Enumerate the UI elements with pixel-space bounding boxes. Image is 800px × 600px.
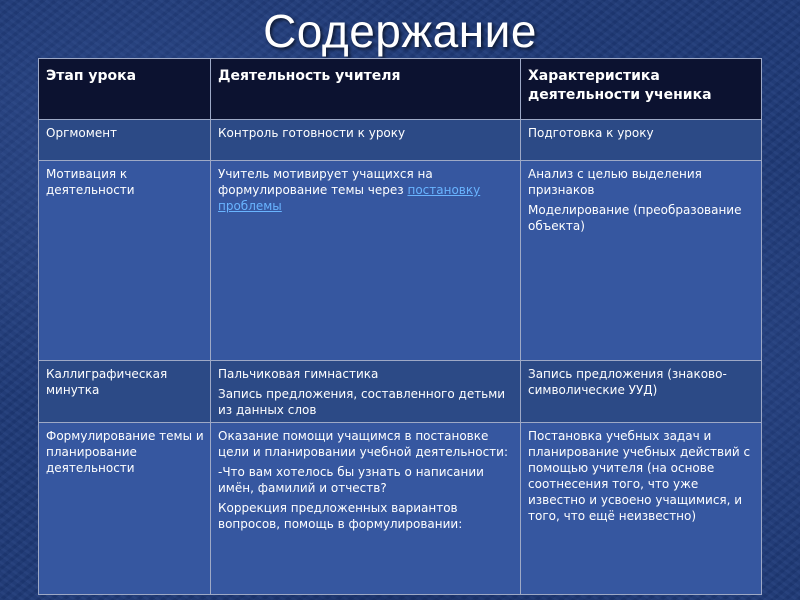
student-text: Анализ с целью выделения признаков: [528, 167, 702, 197]
teacher-text: Оказание помощи учащимся в постановке цели и планировании учебной деятельности:: [218, 429, 509, 459]
teacher-cell: [211, 161, 521, 361]
teacher-cell: [211, 361, 521, 423]
header-teacher-activity: Деятельность учителя: [211, 59, 521, 120]
stage-text: Формулирование темы и планирование деятельности: [46, 429, 204, 475]
lesson-structure-table: [38, 58, 762, 595]
stage-cell: [39, 423, 211, 595]
stage-cell: [39, 361, 211, 423]
teacher-text: Запись предложения, составленного детьми из данных слов: [218, 387, 506, 417]
stage-text: Оргмомент: [46, 126, 118, 140]
stage-text: Мотивация к деятельности: [46, 167, 135, 197]
header-student-activity: Характеристика деятельности ученика: [521, 59, 762, 120]
teacher-text: [218, 166, 514, 214]
table-row: [39, 423, 762, 595]
student-cell: [521, 423, 762, 595]
student-text: Моделирование (преобразование объекта): [528, 203, 742, 233]
teacher-cell: [211, 423, 521, 595]
teacher-text: Коррекция предложенных вариантов вопросов, помощь в формулировании:: [218, 501, 463, 531]
student-cell: [521, 361, 762, 423]
table-row: [39, 161, 762, 361]
student-text: Запись предложения (знаково-символические УУД): [528, 367, 727, 397]
student-cell: [521, 120, 762, 161]
table-row: [39, 361, 762, 423]
teacher-cell: [211, 120, 521, 161]
teacher-text-lead: Учитель мотивирует учащихся на формулирование темы через: [218, 167, 433, 197]
table-header-row: [39, 59, 762, 120]
stage-cell: [39, 120, 211, 161]
teacher-text: Пальчиковая гимнастика: [218, 367, 379, 381]
table-row: [39, 120, 762, 161]
stage-cell: [39, 161, 211, 361]
student-text: Подготовка к уроку: [528, 126, 654, 140]
slide-title: Содержание: [263, 5, 537, 57]
problem-statement-link[interactable]: постановку проблемы: [218, 183, 481, 213]
student-cell: [521, 161, 762, 361]
stage-text: Каллиграфическая минутка: [46, 367, 168, 397]
student-text: Постановка учебных задач и планирование учебных действий с помощью учителя (на основе соотнесения того, что уже известно и усвоено учащимися, и того, что ещё неизвестно): [528, 429, 751, 523]
teacher-text: -Что вам хотелось бы узнать о написании имён, фамилий и отчеств?: [218, 465, 484, 495]
teacher-text: Контроль готовности к уроку: [218, 126, 406, 140]
header-lesson-stage: Этап урока: [39, 59, 211, 120]
